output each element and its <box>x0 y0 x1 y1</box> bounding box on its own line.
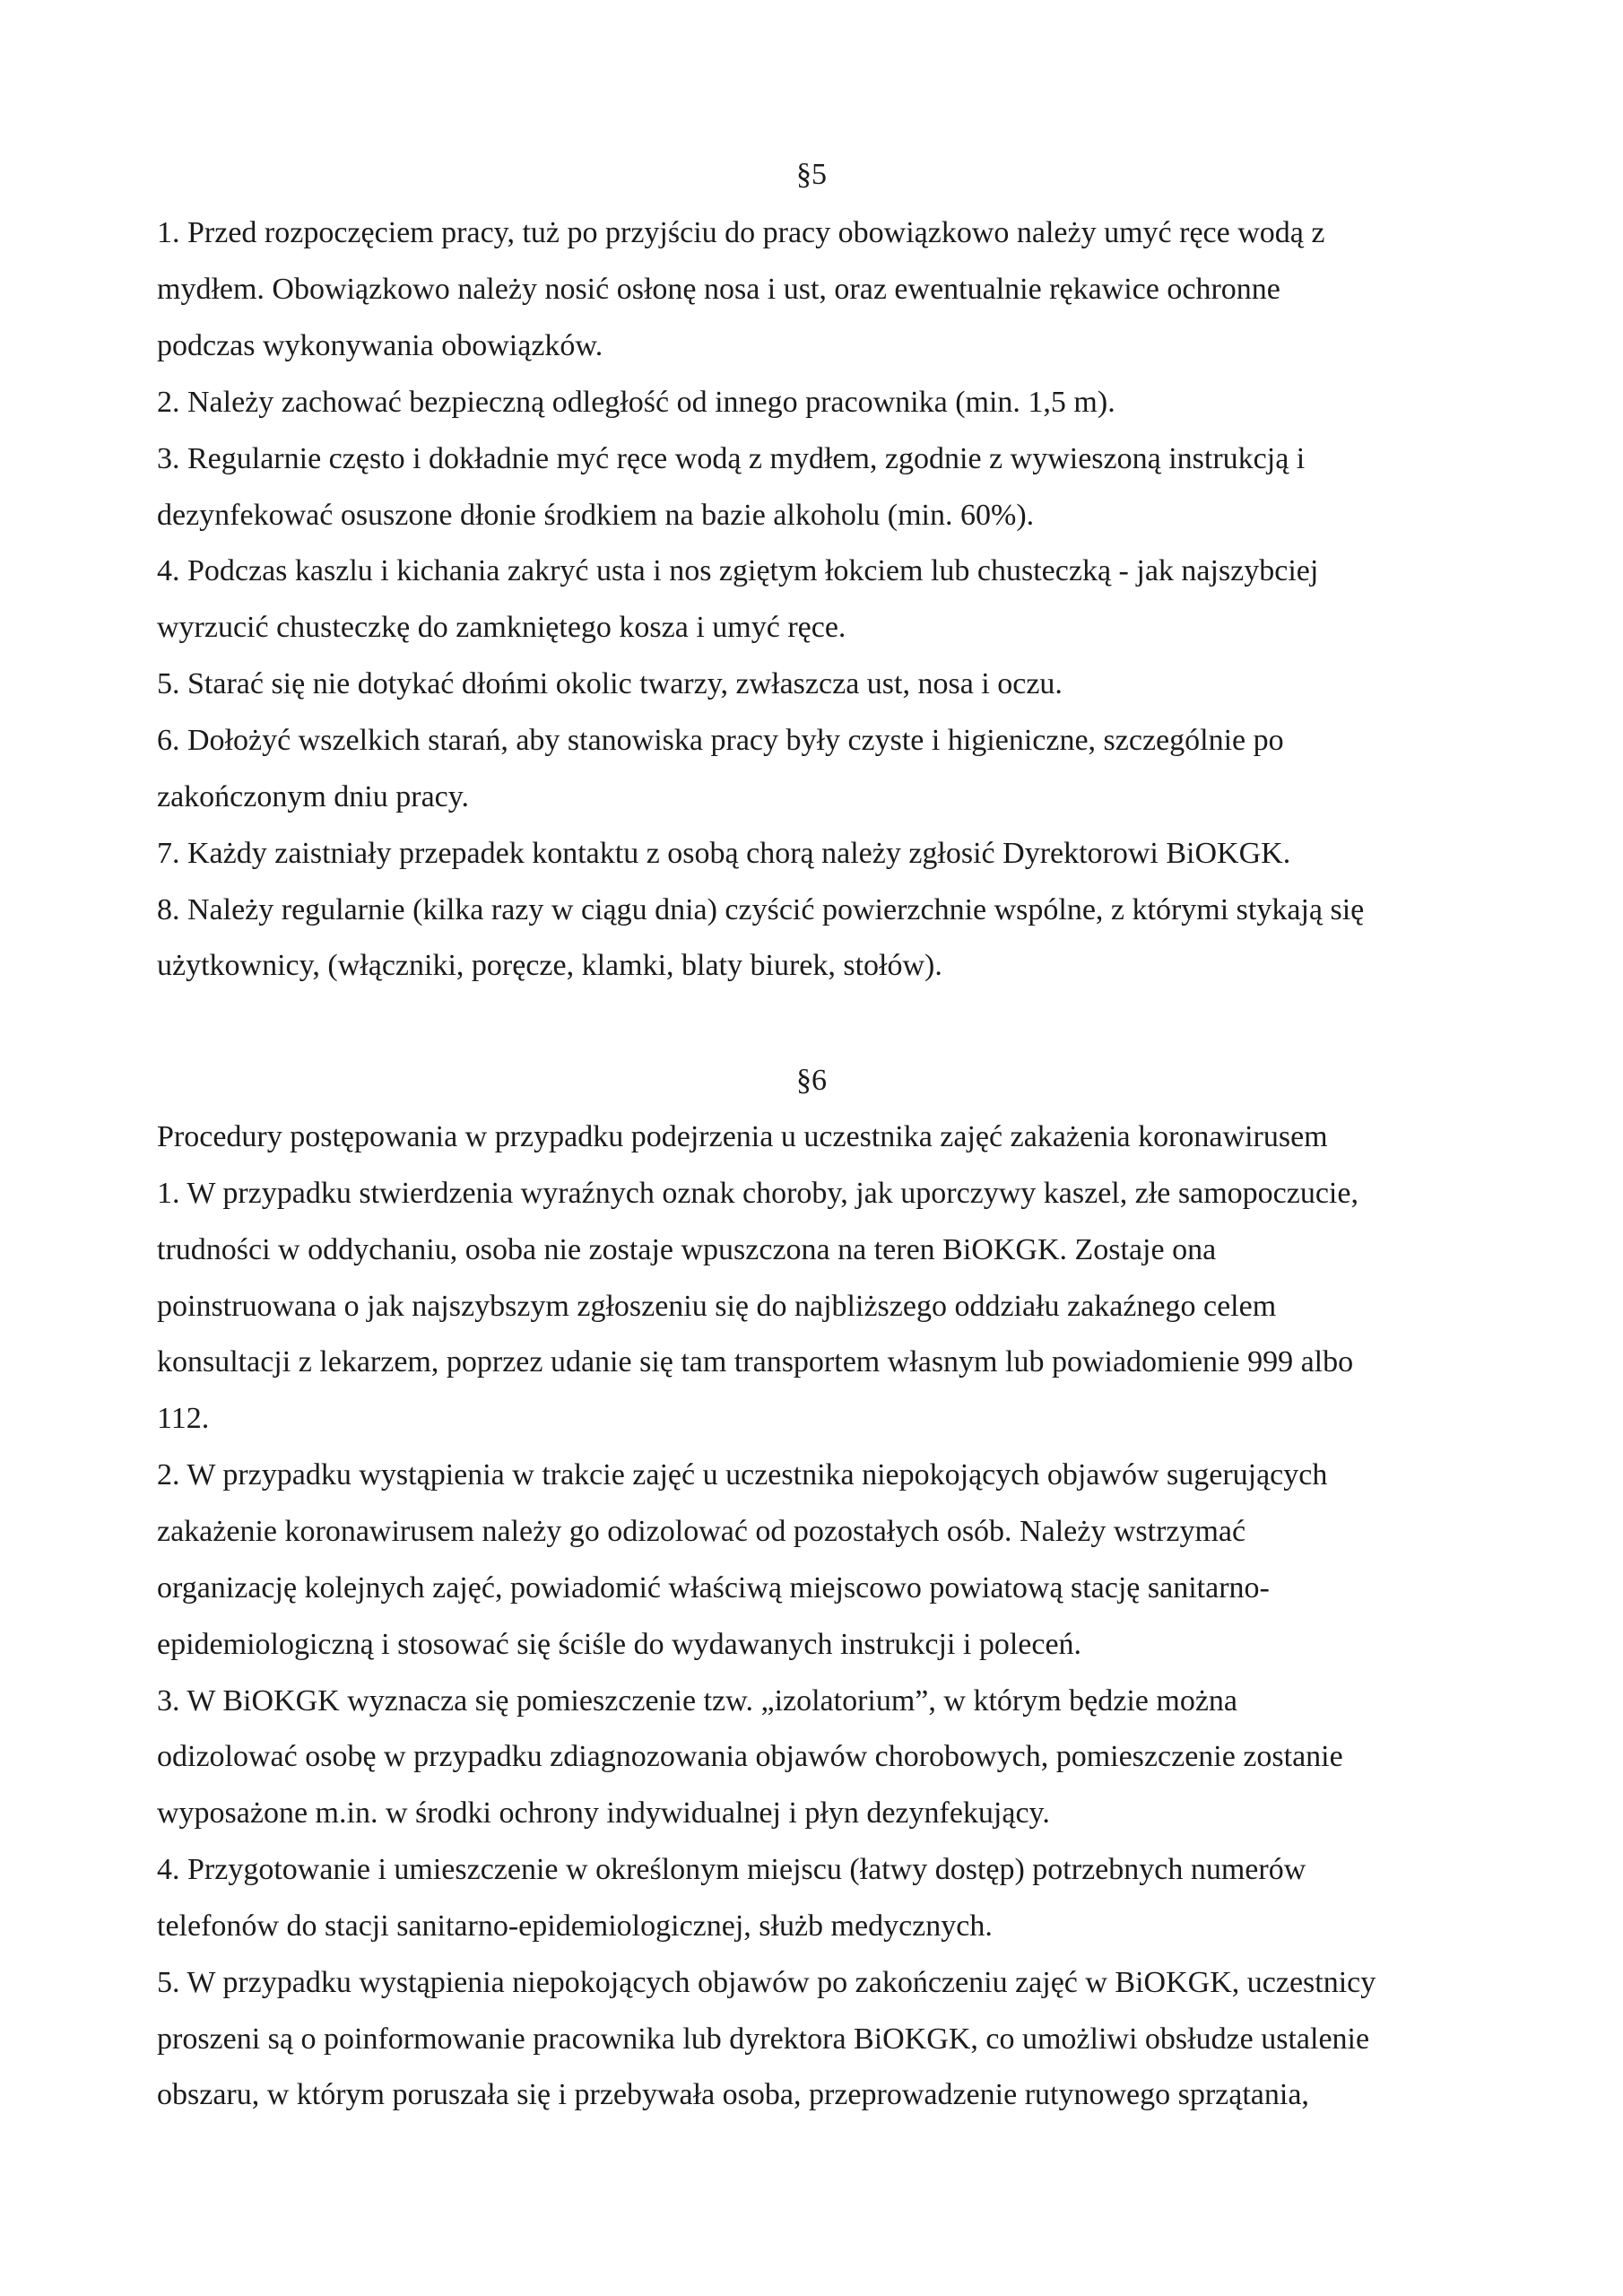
paragraph-line: podczas wykonywania obowiązków. <box>157 329 603 362</box>
paragraph-line: 4. Podczas kaszlu i kichania zakryć usta i nos zgiętym łokciem lub chusteczką - jak najszybciej <box>157 554 1319 587</box>
paragraph-line: wyrzucić chusteczkę do zamkniętego kosza i umyć ręce. <box>157 611 846 644</box>
paragraph-line: 2. Należy zachować bezpieczną odległość od innego pracownika (min. 1,5 m). <box>157 386 1115 419</box>
paragraph-line: organizację kolejnych zajęć, powiadomić właściwą miejscowo powiatową stację sanitarno- <box>157 1571 1270 1605</box>
paragraph-line: 112. <box>157 1402 210 1435</box>
paragraph-line: telefonów do stacji sanitarno-epidemiologicznej, służb medycznych. <box>157 1909 993 1943</box>
paragraph-line: 4. Przygotowanie i umieszczenie w określonym miejscu (łatwy dostęp) potrzebnych numerów <box>157 1853 1306 1886</box>
paragraph-line: trudności w oddychaniu, osoba nie zostaje wpuszczona na teren BiOKGK. Zostaje ona <box>157 1233 1217 1266</box>
paragraph-line: epidemiologiczną i stosować się ściśle do wydawanych instrukcji i poleceń. <box>157 1628 1082 1661</box>
paragraph-line: zakończonym dniu pracy. <box>157 780 470 813</box>
paragraph-line: odizolować osobę w przypadku zdiagnozowania objawów chorobowych, pomieszczenie zostanie <box>157 1740 1343 1773</box>
section-heading-6: §6 <box>796 1064 827 1097</box>
paragraph-line: dezynfekować osuszone dłonie środkiem na bazie alkoholu (min. 60%). <box>157 499 1035 532</box>
paragraph-line: 2. W przypadku wystąpienia w trakcie zajęć u uczestnika niepokojących objawów sugerujących <box>157 1458 1328 1492</box>
paragraph-line: poinstruowana o jak najszybszym zgłoszeniu się do najbliższego oddziału zakaźnego celem <box>157 1290 1277 1323</box>
paragraph-line: 5. Starać się nie dotykać dłońmi okolic twarzy, zwłaszcza ust, nosa i oczu. <box>157 667 1063 700</box>
paragraph-line: 3. W BiOKGK wyznacza się pomieszczenie tzw. „izolatorium”, w którym będzie można <box>157 1684 1238 1718</box>
section-heading-5: §5 <box>796 158 827 191</box>
paragraph-line: użytkownicy, (włączniki, poręcze, klamki, blaty biurek, stołów). <box>157 949 942 982</box>
section-subtitle: Procedury postępowania w przypadku podejrzenia u uczestnika zajęć zakażenia koronawirusem <box>157 1120 1328 1153</box>
paragraph-line: proszeni są o poinformowanie pracownika lub dyrektora BiOKGK, co umożliwi obsłudze ustalenie <box>157 2022 1370 2056</box>
paragraph-line: zakażenie koronawirusem należy go odizolować od pozostałych osób. Należy wstrzymać <box>157 1515 1246 1548</box>
paragraph-line: konsultacji z lekarzem, poprzez udanie się tam transportem własnym lub powiadomienie 999 albo <box>157 1345 1354 1378</box>
paragraph-line: 6. Dołożyć wszelkich starań, aby stanowiska pracy były czyste i higieniczne, szczególnie po <box>157 724 1284 757</box>
paragraph-line: obszaru, w którym poruszała się i przebywała osoba, przeprowadzenie rutynowego sprzątania, <box>157 2078 1309 2111</box>
paragraph-line: 3. Regularnie często i dokładnie myć ręce wodą z mydłem, zgodnie z wywieszoną instrukcją i <box>157 442 1306 475</box>
paragraph-line: wyposażone m.in. w środki ochrony indywidualnej i płyn dezynfekujący. <box>157 1796 1050 1830</box>
paragraph-line: 1. W przypadku stwierdzenia wyraźnych oznak choroby, jak uporczywy kaszel, złe samopoczucie, <box>157 1177 1358 1210</box>
paragraph-line: 7. Każdy zaistniały przepadek kontaktu z osobą chorą należy zgłosić Dyrektorowi BiOKGK. <box>157 837 1291 870</box>
paragraph-line: 1. Przed rozpoczęciem pracy, tuż po przyjściu do pracy obowiązkowo należy umyć ręce wodą z <box>157 216 1325 249</box>
paragraph-line: 8. Należy regularnie (kilka razy w ciągu dnia) czyścić powierzchnie wspólne, z którymi stykają się <box>157 893 1365 926</box>
paragraph-line: 5. W przypadku wystąpienia niepokojących objawów po zakończeniu zajęć w BiOKGK, uczestnicy <box>157 1966 1376 1999</box>
paragraph-line: mydłem. Obowiązkowo należy nosić osłonę nosa i ust, oraz ewentualnie rękawice ochronne <box>157 273 1280 306</box>
